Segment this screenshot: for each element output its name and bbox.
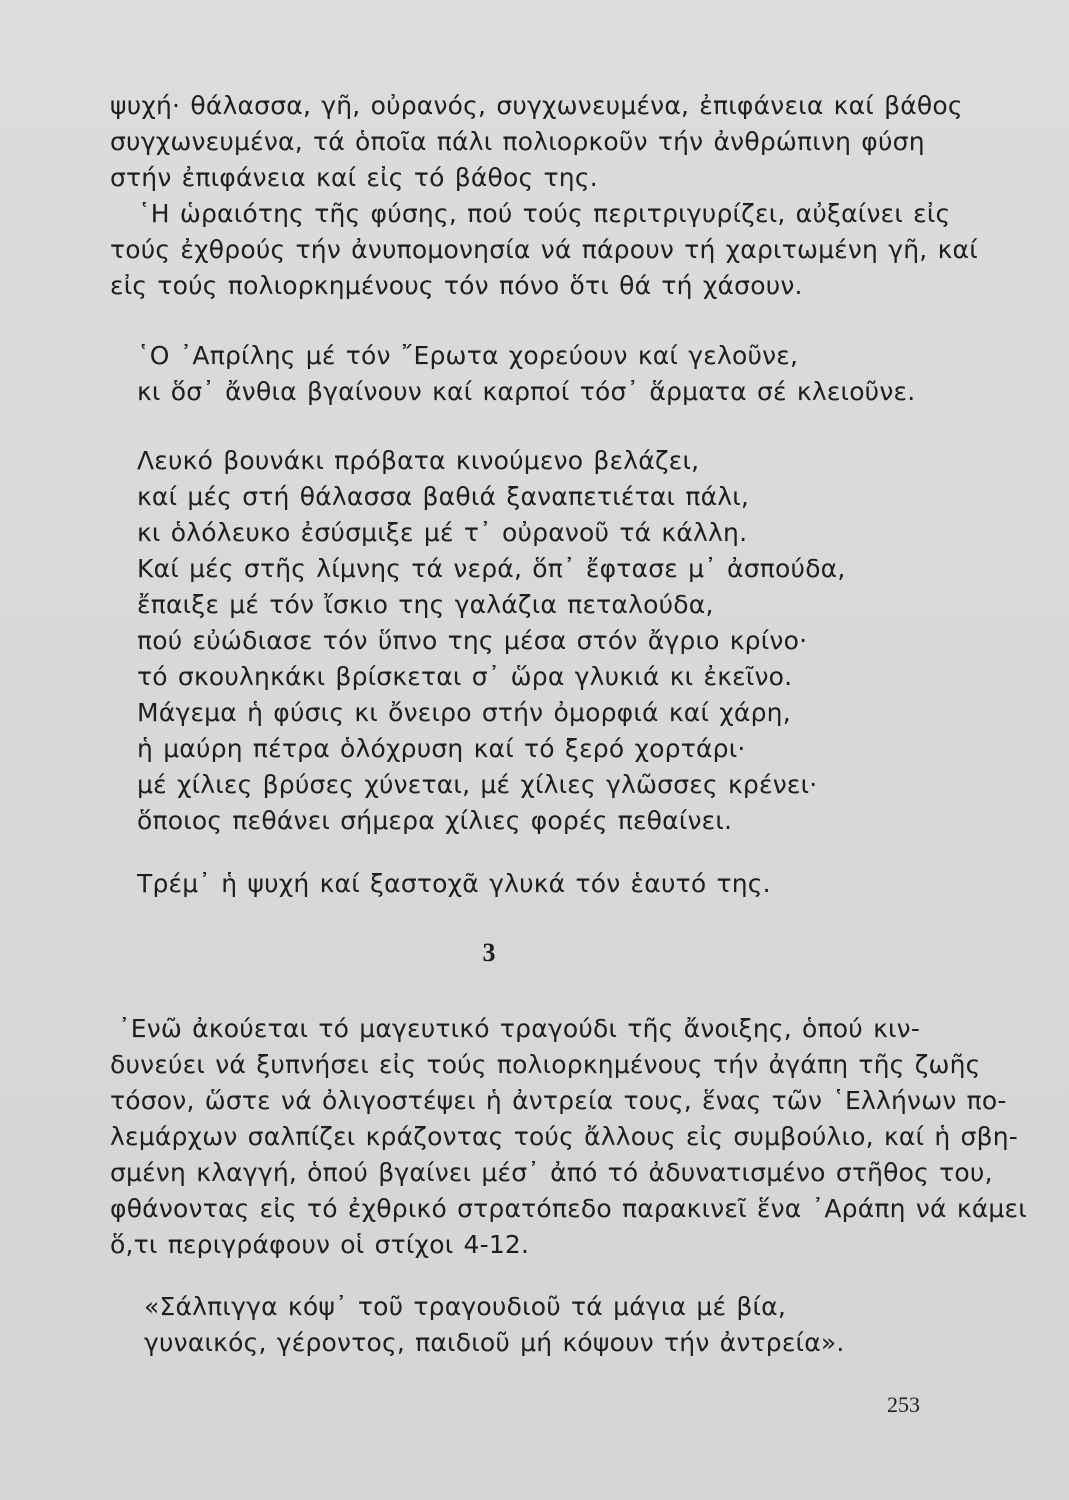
text-line: συγχωνευμένα, τά ὁποῖα πάλι πολιορκοῦν τήν ἀνθρώπινη φύση (110, 127, 925, 156)
verse-line: Μάγεμα ἡ φύσις κι ὄνειρο στήν ὀμορφιά καί χάρη, (137, 698, 791, 727)
text-line: ὅ,τι περιγράφουν οἱ στίχοι 4-12. (110, 1230, 530, 1259)
verse-stanza-2 (137, 443, 846, 839)
paragraph-1 (110, 88, 963, 196)
verse-line: Λευκό βουνάκι πρόβατα κινούμενο βελάζει, (137, 446, 700, 475)
text-line: τούς ἐχθρούς τήν ἀνυπομονησία νά πάρουν τή χαριτωμένη γῆ, καί (110, 235, 978, 264)
text-line: λεμάρχων σαλπίζει κράζοντας τούς ἄλλους εἰς συμβούλιο, καί ἡ σβη- (110, 1122, 1019, 1151)
verse-line: Τρέμ᾿ ἡ ψυχή καί ξαστοχᾶ γλυκά τόν ἑαυτό της. (137, 869, 771, 898)
text-line: σμένη κλαγγή, ὁπού βγαίνει μέσ᾿ ἀπό τό ἀδυνατισμένο στῆθος του, (110, 1158, 993, 1187)
text-line: δυνεύει νά ξυπνήσει εἰς τούς πολιορκημένους τήν ἀγάπη τῆς ζωῆς (110, 1050, 981, 1079)
text-line: ᾿Ενῶ ἀκούεται τό μαγευτικό τραγούδι τῆς ἄνοιξης, ὁπού κιν- (118, 1014, 921, 1043)
verse-line: ἔπαιξε μέ τόν ἴσκιο της γαλάζια πεταλούδα, (137, 590, 714, 619)
verse-line: Καί μές στῆς λίμνης τά νερά, ὅπ᾿ ἔφτασε μ᾿ ἀσπούδα, (137, 554, 846, 583)
paragraph-3 (110, 1011, 1027, 1263)
text-line: φθάνοντας εἰς τό ἐχθρικό στρατόπεδο παρακινεῖ ἕνα ᾿Αράπη νά κάμει (110, 1194, 1027, 1223)
verse-line: κι ὅσ᾿ ἄνθια βγαίνουν καί καρποί τόσ᾿ ἅρματα σέ κλειοῦνε. (137, 377, 916, 406)
verse-line: καί μές στή θάλασσα βαθιά ξαναπετιέται πάλι, (137, 482, 750, 511)
verse-line: ὅποιος πεθάνει σήμερα χίλιες φορές πεθαίνει. (137, 806, 733, 835)
text-line: στήν ἐπιφάνεια καί εἰς τό βάθος της. (110, 163, 598, 192)
verse-line: ῾Ο ᾿Απρίλης μέ τόν ῎Ερωτα χορεύουν καί γελοῦνε, (137, 341, 799, 370)
verse-quote-4 (144, 1289, 845, 1361)
verse-line: γυναικός, γέροντος, παιδιοῦ μή κόψουν τήν ἀντρεία». (144, 1328, 845, 1357)
verse-line: πού εὐώδιασε τόν ὕπνο της μέσα στόν ἄγριο κρίνο· (137, 626, 808, 655)
verse-couplet-1 (137, 338, 915, 410)
verse-line: «Σάλπιγγα κόψ᾿ τοῦ τραγουδιοῦ τά μάγια μέ βία, (144, 1292, 786, 1321)
text-line: ῾Η ὡραιότης τῆς φύσης, πού τούς περιτριγυρίζει, αὐξαίνει εἰς (138, 199, 951, 228)
section-number: 3 (482, 938, 496, 967)
paragraph-2 (110, 196, 978, 304)
text-line: εἰς τούς πολιορκημένους τόν πόνο ὅτι θά τή χάσουν. (110, 271, 803, 300)
page-number: 253 (887, 1392, 920, 1417)
verse-line: ἡ μαύρη πέτρα ὁλόχρυση καί τό ξερό χορτάρι· (137, 734, 746, 763)
text-line: τόσον, ὥστε νά ὀλιγοστέψει ἡ ἀντρεία τους, ἕνας τῶν ῾Ελλήνων πο- (110, 1086, 1007, 1115)
verse-line: τό σκουληκάκι βρίσκεται σ᾿ ὥρα γλυκιά κι ἐκεῖνο. (137, 662, 793, 691)
verse-line: κι ὁλόλευκο ἐσύσμιξε μέ τ᾿ οὐρανοῦ τά κάλλη. (137, 518, 748, 547)
verse-line: μέ χίλιες βρύσες χύνεται, μέ χίλιες γλῶσσες κρένει· (137, 770, 818, 799)
text-line: ψυχή· θάλασσα, γῆ, οὐρανός, συγχωνευμένα, ἐπιφάνεια καί βάθος (110, 91, 963, 120)
verse-line-3 (137, 866, 771, 902)
